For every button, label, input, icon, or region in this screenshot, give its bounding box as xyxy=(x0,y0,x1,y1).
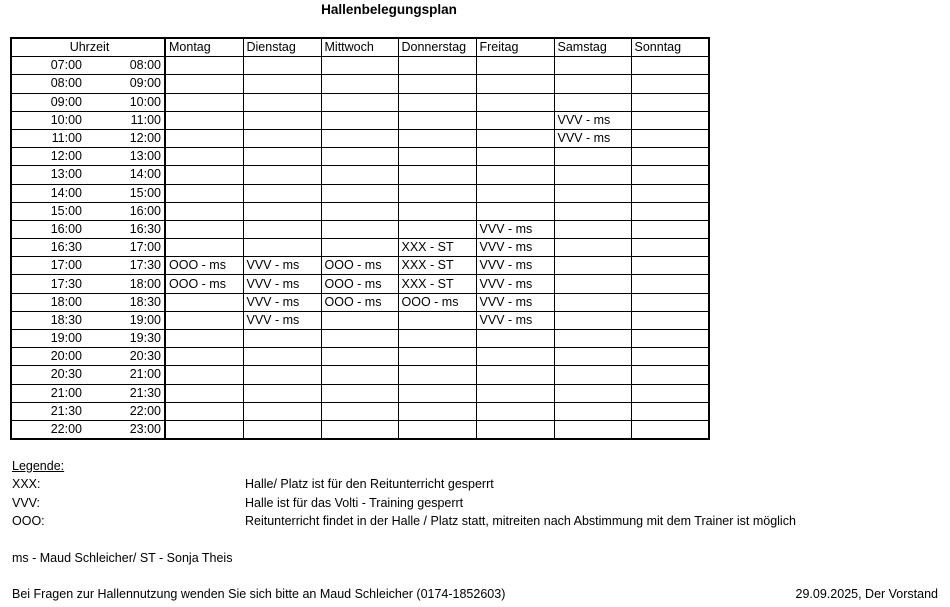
schedule-cell xyxy=(554,402,631,420)
schedule-cell xyxy=(554,220,631,238)
time-to: 22:00 xyxy=(88,402,165,420)
schedule-cell xyxy=(631,293,709,311)
schedule-cell xyxy=(631,148,709,166)
schedule-cell xyxy=(398,57,476,75)
time-from: 09:00 xyxy=(11,93,88,111)
schedule-cell xyxy=(554,330,631,348)
schedule-cell xyxy=(554,366,631,384)
schedule-cell xyxy=(165,148,243,166)
schedule-cell: VVV - ms xyxy=(243,293,321,311)
time-from: 12:00 xyxy=(11,148,88,166)
schedule-cell: VVV - ms xyxy=(476,293,554,311)
schedule-cell xyxy=(165,220,243,238)
schedule-cell xyxy=(243,129,321,147)
time-to: 18:00 xyxy=(88,275,165,293)
schedule-cell xyxy=(476,148,554,166)
schedule-cell xyxy=(321,366,398,384)
schedule-cell: XXX - ST xyxy=(398,257,476,275)
schedule-cell xyxy=(243,93,321,111)
time-to: 20:30 xyxy=(88,348,165,366)
schedule-cell xyxy=(165,129,243,147)
table-row xyxy=(11,311,709,329)
time-from: 07:00 xyxy=(11,57,88,75)
table-row xyxy=(11,202,709,220)
schedule-cell xyxy=(631,348,709,366)
schedule-cell xyxy=(631,93,709,111)
schedule-cell xyxy=(554,93,631,111)
schedule-cell xyxy=(243,148,321,166)
table-row xyxy=(11,402,709,420)
time-from: 20:00 xyxy=(11,348,88,366)
schedule-cell xyxy=(398,402,476,420)
table-row xyxy=(11,384,709,402)
schedule-cell xyxy=(398,220,476,238)
schedule-cell xyxy=(165,330,243,348)
time-to: 13:00 xyxy=(88,148,165,166)
schedule-cell xyxy=(321,57,398,75)
schedule-cell xyxy=(243,202,321,220)
schedule-cell xyxy=(631,330,709,348)
schedule-cell xyxy=(631,57,709,75)
schedule-cell: VVV - ms xyxy=(554,129,631,147)
time-to: 14:00 xyxy=(88,166,165,184)
schedule-cell: VVV - ms xyxy=(476,311,554,329)
schedule-cell xyxy=(554,184,631,202)
time-from: 16:30 xyxy=(11,239,88,257)
time-from: 14:00 xyxy=(11,184,88,202)
schedule-cell: VVV - ms xyxy=(243,275,321,293)
schedule-cell xyxy=(631,184,709,202)
time-from: 11:00 xyxy=(11,129,88,147)
schedule-cell xyxy=(243,184,321,202)
schedule-cell xyxy=(243,57,321,75)
schedule-cell xyxy=(243,402,321,420)
legend-desc: Halle/ Platz ist für den Reitunterricht gesperrt xyxy=(245,477,494,491)
schedule-cell xyxy=(321,384,398,402)
table-row xyxy=(11,129,709,147)
table-row xyxy=(11,239,709,257)
time-to: 19:00 xyxy=(88,311,165,329)
header-row xyxy=(11,38,709,57)
schedule-cell: VVV - ms xyxy=(476,239,554,257)
time-to: 12:00 xyxy=(88,129,165,147)
table-row xyxy=(11,293,709,311)
time-from: 13:00 xyxy=(11,166,88,184)
table-row xyxy=(11,93,709,111)
schedule-cell xyxy=(631,402,709,420)
schedule-cell: OOO - ms xyxy=(165,257,243,275)
schedule-cell xyxy=(321,330,398,348)
schedule-cell xyxy=(476,402,554,420)
schedule-cell xyxy=(243,366,321,384)
schedule-cell xyxy=(476,129,554,147)
schedule-cell: OOO - ms xyxy=(165,275,243,293)
time-from: 21:30 xyxy=(11,402,88,420)
time-to: 15:00 xyxy=(88,184,165,202)
schedule-cell xyxy=(631,129,709,147)
schedule-cell xyxy=(165,293,243,311)
schedule-cell: VVV - ms xyxy=(243,311,321,329)
schedule-cell xyxy=(165,348,243,366)
table-row xyxy=(11,257,709,275)
schedule-cell xyxy=(476,57,554,75)
schedule-cell xyxy=(631,75,709,93)
time-from: 19:00 xyxy=(11,330,88,348)
schedule-cell xyxy=(321,184,398,202)
schedule-cell xyxy=(631,311,709,329)
schedule-cell xyxy=(631,239,709,257)
schedule-cell xyxy=(631,202,709,220)
schedule-cell xyxy=(165,166,243,184)
schedule-cell xyxy=(165,111,243,129)
schedule-cell xyxy=(165,202,243,220)
schedule-cell xyxy=(398,129,476,147)
table-row xyxy=(11,75,709,93)
header-day: Sonntag xyxy=(631,38,709,57)
time-to: 10:00 xyxy=(88,93,165,111)
time-to: 23:00 xyxy=(88,420,165,439)
schedule-cell xyxy=(321,202,398,220)
schedule-cell xyxy=(165,311,243,329)
table-row xyxy=(11,184,709,202)
header-day: Montag xyxy=(165,38,243,57)
time-from: 08:00 xyxy=(11,75,88,93)
schedule-cell xyxy=(165,366,243,384)
schedule-cell xyxy=(631,275,709,293)
time-from: 16:00 xyxy=(11,220,88,238)
schedule-cell xyxy=(243,384,321,402)
time-to: 08:00 xyxy=(88,57,165,75)
schedule-cell: VVV - ms xyxy=(554,111,631,129)
page-title: Hallenbelegungsplan xyxy=(321,2,457,17)
time-to: 18:30 xyxy=(88,293,165,311)
schedule-cell xyxy=(476,184,554,202)
schedule-cell xyxy=(554,293,631,311)
schedule-cell xyxy=(476,366,554,384)
schedule-table xyxy=(10,37,710,440)
table-row xyxy=(11,111,709,129)
schedule-cell xyxy=(243,220,321,238)
schedule-cell xyxy=(631,366,709,384)
schedule-cell xyxy=(554,202,631,220)
schedule-cell xyxy=(321,402,398,420)
time-to: 16:30 xyxy=(88,220,165,238)
schedule-cell xyxy=(476,166,554,184)
table-row xyxy=(11,57,709,75)
table-row xyxy=(11,330,709,348)
schedule-cell: OOO - ms xyxy=(321,293,398,311)
schedule-cell xyxy=(554,275,631,293)
schedule-cell: OOO - ms xyxy=(398,293,476,311)
schedule-cell xyxy=(398,93,476,111)
schedule-cell xyxy=(321,311,398,329)
schedule-cell xyxy=(398,184,476,202)
schedule-cell: VVV - ms xyxy=(476,257,554,275)
schedule-cell: XXX - ST xyxy=(398,275,476,293)
schedule-cell xyxy=(243,111,321,129)
schedule-cell xyxy=(398,348,476,366)
time-from: 17:30 xyxy=(11,275,88,293)
legend-heading: Legende: xyxy=(12,459,65,473)
schedule-cell xyxy=(321,148,398,166)
schedule-cell xyxy=(165,420,243,439)
schedule-cell xyxy=(476,111,554,129)
header-day: Donnerstag xyxy=(398,38,476,57)
schedule-cell xyxy=(554,148,631,166)
schedule-cell xyxy=(554,57,631,75)
schedule-cell xyxy=(476,420,554,439)
schedule-cell xyxy=(165,384,243,402)
time-to: 16:00 xyxy=(88,202,165,220)
table-row xyxy=(11,348,709,366)
schedule-cell xyxy=(243,330,321,348)
schedule-cell: OOO - ms xyxy=(321,275,398,293)
schedule-cell xyxy=(165,93,243,111)
table-row xyxy=(11,148,709,166)
header-day: Mittwoch xyxy=(321,38,398,57)
schedule-cell xyxy=(398,366,476,384)
schedule-cell xyxy=(243,166,321,184)
schedule-cell xyxy=(476,330,554,348)
schedule-cell xyxy=(398,330,476,348)
schedule-cell xyxy=(398,75,476,93)
schedule-cell xyxy=(243,239,321,257)
time-to: 17:30 xyxy=(88,257,165,275)
legend-desc: Halle ist für das Volti - Training gesperrt xyxy=(245,496,464,510)
schedule-cell xyxy=(321,348,398,366)
time-from: 18:30 xyxy=(11,311,88,329)
time-from: 21:00 xyxy=(11,384,88,402)
schedule-cell xyxy=(165,239,243,257)
time-to: 11:00 xyxy=(88,111,165,129)
schedule-cell xyxy=(243,348,321,366)
schedule-cell xyxy=(554,75,631,93)
schedule-cell: VVV - ms xyxy=(476,220,554,238)
time-from: 15:00 xyxy=(11,202,88,220)
schedule-cell xyxy=(554,348,631,366)
legend-key: XXX: xyxy=(12,477,41,491)
schedule-cell xyxy=(476,384,554,402)
time-from: 10:00 xyxy=(11,111,88,129)
schedule-cell xyxy=(398,384,476,402)
schedule-cell xyxy=(243,75,321,93)
schedule-cell xyxy=(321,75,398,93)
time-to: 21:30 xyxy=(88,384,165,402)
schedule-cell xyxy=(398,148,476,166)
schedule-cell: VVV - ms xyxy=(476,275,554,293)
schedule-cell xyxy=(554,384,631,402)
table-row xyxy=(11,420,709,439)
schedule-cell xyxy=(321,129,398,147)
time-to: 19:30 xyxy=(88,330,165,348)
schedule-cell xyxy=(398,166,476,184)
legend-desc: Reitunterricht findet in der Halle / Platz statt, mitreiten nach Abstimmung mit dem Trainer ist möglich xyxy=(245,514,796,528)
schedule-cell xyxy=(631,384,709,402)
schedule-cell xyxy=(321,111,398,129)
time-to: 21:00 xyxy=(88,366,165,384)
schedule-cell xyxy=(165,184,243,202)
header-day: Dienstag xyxy=(243,38,321,57)
schedule-cell: XXX - ST xyxy=(398,239,476,257)
schedule-cell xyxy=(165,402,243,420)
schedule-cell xyxy=(165,75,243,93)
table-row xyxy=(11,275,709,293)
schedule-cell xyxy=(554,239,631,257)
schedule-cell xyxy=(554,166,631,184)
schedule-cell xyxy=(476,348,554,366)
header-time: Uhrzeit xyxy=(11,38,165,57)
time-from: 18:00 xyxy=(11,293,88,311)
header-day: Freitag xyxy=(476,38,554,57)
schedule-cell xyxy=(321,166,398,184)
legend-key: VVV: xyxy=(12,496,41,510)
legend-key: OOO: xyxy=(12,514,45,528)
time-from: 22:00 xyxy=(11,420,88,439)
schedule-cell xyxy=(631,220,709,238)
schedule-cell xyxy=(321,93,398,111)
schedule-cell xyxy=(554,311,631,329)
schedule-cell xyxy=(631,166,709,184)
schedule-cell xyxy=(398,202,476,220)
schedule-cell xyxy=(476,93,554,111)
footer-question: Bei Fragen zur Hallennutzung wenden Sie sich bitte an Maud Schleicher (0174-1852603) xyxy=(12,587,506,601)
time-from: 20:30 xyxy=(11,366,88,384)
schedule-cell xyxy=(631,111,709,129)
schedule-cell xyxy=(398,311,476,329)
schedule-cell xyxy=(631,420,709,439)
schedule-cell xyxy=(398,111,476,129)
table-row xyxy=(11,366,709,384)
schedule-cell: OOO - ms xyxy=(321,257,398,275)
schedule-cell xyxy=(554,257,631,275)
schedule-cell xyxy=(165,57,243,75)
time-to: 17:00 xyxy=(88,239,165,257)
footer-date: 29.09.2025, Der Vorstand xyxy=(795,587,938,601)
schedule-cell xyxy=(321,420,398,439)
schedule-cell xyxy=(398,420,476,439)
abbreviations: ms - Maud Schleicher/ ST - Sonja Theis xyxy=(12,551,233,565)
time-from: 17:00 xyxy=(11,257,88,275)
table-row xyxy=(11,166,709,184)
schedule-cell xyxy=(476,75,554,93)
time-to: 09:00 xyxy=(88,75,165,93)
schedule-cell xyxy=(321,239,398,257)
schedule-cell: VVV - ms xyxy=(243,257,321,275)
schedule-cell xyxy=(631,257,709,275)
schedule-cell xyxy=(243,420,321,439)
table-row xyxy=(11,220,709,238)
schedule-cell xyxy=(321,220,398,238)
schedule-cell xyxy=(476,202,554,220)
schedule-cell xyxy=(554,420,631,439)
header-day: Samstag xyxy=(554,38,631,57)
